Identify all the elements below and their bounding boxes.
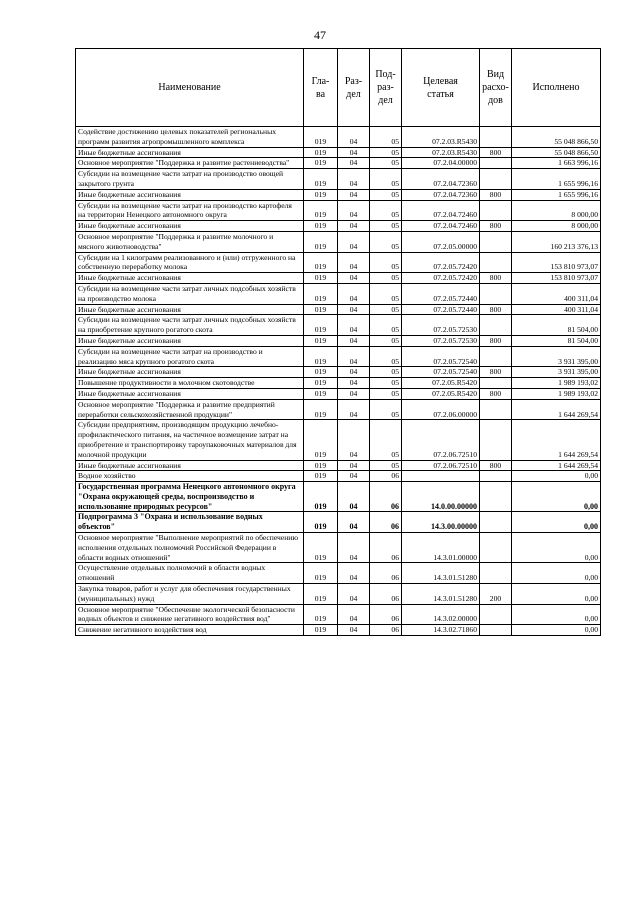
table-row <box>76 420 601 460</box>
row-amount: 1 655 996,16 <box>512 189 601 200</box>
table-row <box>76 189 601 200</box>
table-row <box>76 169 601 190</box>
row-vid <box>480 283 512 304</box>
row-vid: 800 <box>480 221 512 232</box>
row-amount: 0,00 <box>512 625 601 636</box>
row-glava: 019 <box>304 147 338 158</box>
row-podrazdel: 05 <box>370 304 402 315</box>
row-podrazdel: 06 <box>370 471 402 482</box>
row-name: Основное мероприятие "Выполнение мероприятий по обеспечению исполнения отдельных полномочий Российской Федерации в области водных отношений" <box>76 533 304 563</box>
row-name: Иные бюджетные ассигнования <box>76 304 304 315</box>
row-amount: 3 931 395,00 <box>512 346 601 367</box>
row-amount: 81 504,00 <box>512 335 601 346</box>
row-name: Субсидии предприятиям, производящим продукцию лечебно-профилактического питания, на частичное возмещение затрат на приобретение и транспортировку тароупаковочных материалов для молочной продукции <box>76 420 304 460</box>
row-target: 07.2.04.72460 <box>402 200 480 221</box>
row-razdel: 04 <box>338 533 370 563</box>
row-target: 07.2.06.00000 <box>402 399 480 420</box>
row-razdel: 04 <box>338 169 370 190</box>
row-podrazdel: 05 <box>370 460 402 471</box>
row-amount: 0,00 <box>512 512 601 533</box>
row-razdel: 04 <box>338 367 370 378</box>
row-razdel: 04 <box>338 346 370 367</box>
row-podrazdel: 06 <box>370 625 402 636</box>
row-razdel: 04 <box>338 471 370 482</box>
row-glava: 019 <box>304 460 338 471</box>
row-name: Субсидии на 1 килограмм реализованного и (или) отгруженного на собственную переработку молока <box>76 252 304 273</box>
row-glava: 019 <box>304 604 338 625</box>
table-row <box>76 604 601 625</box>
row-razdel: 04 <box>338 584 370 605</box>
row-amount: 1 644 269,54 <box>512 460 601 471</box>
table-row <box>76 158 601 169</box>
row-vid <box>480 169 512 190</box>
row-razdel: 04 <box>338 200 370 221</box>
row-glava: 019 <box>304 367 338 378</box>
row-amount: 3 931 395,00 <box>512 367 601 378</box>
row-target: 07.2.05.72530 <box>402 315 480 336</box>
row-podrazdel: 05 <box>370 189 402 200</box>
row-glava: 019 <box>304 346 338 367</box>
row-podrazdel: 06 <box>370 512 402 533</box>
row-vid <box>480 315 512 336</box>
row-target: 07.2.05.72540 <box>402 367 480 378</box>
row-podrazdel: 05 <box>370 273 402 284</box>
row-target: 07.2.05.72440 <box>402 304 480 315</box>
row-razdel: 04 <box>338 388 370 399</box>
row-glava: 019 <box>304 378 338 389</box>
row-target: 14.3.02.71860 <box>402 625 480 636</box>
table-row <box>76 335 601 346</box>
table-row <box>76 471 601 482</box>
row-vid <box>480 378 512 389</box>
row-name: Иные бюджетные ассигнования <box>76 147 304 158</box>
row-razdel: 04 <box>338 460 370 471</box>
row-vid <box>480 533 512 563</box>
row-amount: 153 810 973,07 <box>512 252 601 273</box>
row-amount: 81 504,00 <box>512 315 601 336</box>
row-amount: 8 000,00 <box>512 200 601 221</box>
row-glava: 019 <box>304 252 338 273</box>
table-row <box>76 315 601 336</box>
row-razdel: 04 <box>338 335 370 346</box>
row-vid <box>480 127 512 148</box>
row-razdel: 04 <box>338 304 370 315</box>
row-glava: 019 <box>304 512 338 533</box>
row-podrazdel: 05 <box>370 231 402 252</box>
row-podrazdel: 06 <box>370 533 402 563</box>
row-vid <box>480 420 512 460</box>
row-glava: 019 <box>304 273 338 284</box>
row-target: 07.2.05.72420 <box>402 273 480 284</box>
row-amount: 400 311,04 <box>512 304 601 315</box>
header-vid: Вид расхо- дов <box>480 49 512 127</box>
row-vid: 800 <box>480 388 512 399</box>
row-amount: 1 989 193,02 <box>512 378 601 389</box>
row-amount: 55 048 866,50 <box>512 147 601 158</box>
row-glava: 019 <box>304 471 338 482</box>
row-name: Иные бюджетные ассигнования <box>76 221 304 232</box>
row-razdel: 04 <box>338 127 370 148</box>
row-vid: 800 <box>480 304 512 315</box>
table-row <box>76 533 601 563</box>
row-amount: 0,00 <box>512 584 601 605</box>
row-name: Основное мероприятие "Обеспечение экологической безопасности водных объектов и снижение негативного воздействия вод" <box>76 604 304 625</box>
row-target: 14.3.01.00000 <box>402 533 480 563</box>
table-header-row <box>76 49 601 127</box>
row-razdel: 04 <box>338 604 370 625</box>
row-vid <box>480 471 512 482</box>
row-amount: 153 810 973,07 <box>512 273 601 284</box>
header-name: Наименование <box>76 49 304 127</box>
row-target: 07.2.05.00000 <box>402 231 480 252</box>
row-podrazdel: 05 <box>370 420 402 460</box>
row-amount: 0,00 <box>512 533 601 563</box>
row-name: Повышение продуктивности в молочном скотоводстве <box>76 378 304 389</box>
row-name: Субсидии на возмещение части затрат на производство и реализацию мяса крупного рогатого скота <box>76 346 304 367</box>
row-target: 07.2.05.72540 <box>402 346 480 367</box>
row-vid: 800 <box>480 273 512 284</box>
row-glava: 019 <box>304 584 338 605</box>
header-target: Целевая статья <box>402 49 480 127</box>
row-glava: 019 <box>304 315 338 336</box>
row-target: 07.2.05.R5420 <box>402 388 480 399</box>
row-glava: 019 <box>304 221 338 232</box>
header-razdel: Раз- дел <box>338 49 370 127</box>
row-target: 07.2.06.72510 <box>402 460 480 471</box>
row-amount: 400 311,04 <box>512 283 601 304</box>
row-vid: 800 <box>480 460 512 471</box>
header-glava: Гла- ва <box>304 49 338 127</box>
row-podrazdel: 05 <box>370 346 402 367</box>
row-name: Иные бюджетные ассигнования <box>76 335 304 346</box>
table-row <box>76 304 601 315</box>
row-name: Иные бюджетные ассигнования <box>76 367 304 378</box>
row-podrazdel: 06 <box>370 604 402 625</box>
row-glava: 019 <box>304 625 338 636</box>
row-razdel: 04 <box>338 625 370 636</box>
budget-table <box>75 48 601 636</box>
row-amount: 160 213 376,13 <box>512 231 601 252</box>
row-razdel: 04 <box>338 158 370 169</box>
row-name: Осуществление отдельных полномочий в области водных отношений <box>76 563 304 584</box>
row-podrazdel: 05 <box>370 335 402 346</box>
row-razdel: 04 <box>338 399 370 420</box>
row-target: 14.3.01.51280 <box>402 563 480 584</box>
row-razdel: 04 <box>338 563 370 584</box>
row-name: Подпрограмма 3 "Охрана и использование водных объектов" <box>76 512 304 533</box>
row-podrazdel: 05 <box>370 367 402 378</box>
row-razdel: 04 <box>338 147 370 158</box>
row-name: Субсидии на возмещение части затрат на производство картофеля на территории Ненецкого автономного округа <box>76 200 304 221</box>
table-row <box>76 399 601 420</box>
table-row <box>76 512 601 533</box>
row-podrazdel: 06 <box>370 563 402 584</box>
row-name: Субсидии на возмещение части затрат на производство овощей закрытого грунта <box>76 169 304 190</box>
row-target: 07.2.03.R5430 <box>402 147 480 158</box>
row-amount: 0,00 <box>512 604 601 625</box>
row-vid <box>480 512 512 533</box>
row-name: Содействие достижению целевых показателей региональных программ развития агропромышленного комплекса <box>76 127 304 148</box>
row-vid: 800 <box>480 335 512 346</box>
row-target: 07.2.05.R5420 <box>402 378 480 389</box>
row-glava: 019 <box>304 533 338 563</box>
row-name: Иные бюджетные ассигнования <box>76 388 304 399</box>
table-row <box>76 252 601 273</box>
row-target: 07.2.05.72440 <box>402 283 480 304</box>
row-target: 14.3.01.51280 <box>402 584 480 605</box>
row-target: 07.2.05.72530 <box>402 335 480 346</box>
row-glava: 019 <box>304 189 338 200</box>
table-row <box>76 231 601 252</box>
row-glava: 019 <box>304 283 338 304</box>
row-amount: 55 048 866,50 <box>512 127 601 148</box>
row-podrazdel: 05 <box>370 127 402 148</box>
row-name: Закупка товаров, работ и услуг для обеспечения государственных (муниципальных) нужд <box>76 584 304 605</box>
table-row <box>76 378 601 389</box>
row-target: 14.3.00.00000 <box>402 512 480 533</box>
row-vid <box>480 482 512 512</box>
row-podrazdel: 06 <box>370 482 402 512</box>
row-vid <box>480 399 512 420</box>
table-row <box>76 625 601 636</box>
table-row <box>76 346 601 367</box>
row-razdel: 04 <box>338 420 370 460</box>
header-done: Исполнено <box>512 49 601 127</box>
row-vid: 200 <box>480 584 512 605</box>
row-target: 07.2.04.00000 <box>402 158 480 169</box>
row-podrazdel: 05 <box>370 388 402 399</box>
row-razdel: 04 <box>338 315 370 336</box>
row-podrazdel: 05 <box>370 200 402 221</box>
row-razdel: 04 <box>338 512 370 533</box>
row-amount: 8 000,00 <box>512 221 601 232</box>
row-podrazdel: 05 <box>370 399 402 420</box>
row-target: 07.2.04.72360 <box>402 169 480 190</box>
row-glava: 019 <box>304 200 338 221</box>
row-amount: 1 644 269,54 <box>512 399 601 420</box>
table-row <box>76 221 601 232</box>
row-name: Иные бюджетные ассигнования <box>76 273 304 284</box>
row-podrazdel: 05 <box>370 147 402 158</box>
row-podrazdel: 05 <box>370 252 402 273</box>
row-glava: 019 <box>304 127 338 148</box>
row-glava: 019 <box>304 231 338 252</box>
row-amount: 1 644 269,54 <box>512 420 601 460</box>
row-glava: 019 <box>304 563 338 584</box>
row-vid <box>480 231 512 252</box>
row-target: 07.2.04.72460 <box>402 221 480 232</box>
row-name: Снижение негативного воздействия вод <box>76 625 304 636</box>
table-row <box>76 200 601 221</box>
row-podrazdel: 05 <box>370 221 402 232</box>
table-row <box>76 273 601 284</box>
row-glava: 019 <box>304 169 338 190</box>
row-amount: 0,00 <box>512 471 601 482</box>
table-row <box>76 147 601 158</box>
row-razdel: 04 <box>338 231 370 252</box>
row-vid <box>480 200 512 221</box>
row-name: Основное мероприятие "Поддержка и развитие растениеводства" <box>76 158 304 169</box>
row-vid <box>480 604 512 625</box>
table-row <box>76 563 601 584</box>
row-name: Субсидии на возмещение части затрат личных подсобных хозяйств на производство молока <box>76 283 304 304</box>
row-name: Иные бюджетные ассигнования <box>76 189 304 200</box>
row-vid <box>480 625 512 636</box>
row-glava: 019 <box>304 304 338 315</box>
table-row <box>76 388 601 399</box>
row-vid: 800 <box>480 189 512 200</box>
table-row <box>76 283 601 304</box>
row-vid <box>480 346 512 367</box>
row-razdel: 04 <box>338 189 370 200</box>
table-row <box>76 127 601 148</box>
row-podrazdel: 05 <box>370 283 402 304</box>
table-row <box>76 584 601 605</box>
row-amount: 0,00 <box>512 482 601 512</box>
row-razdel: 04 <box>338 252 370 273</box>
row-vid: 800 <box>480 147 512 158</box>
row-razdel: 04 <box>338 482 370 512</box>
row-glava: 019 <box>304 158 338 169</box>
row-podrazdel: 05 <box>370 169 402 190</box>
row-name: Иные бюджетные ассигнования <box>76 460 304 471</box>
header-podrazdel: Под- раз- дел <box>370 49 402 127</box>
row-razdel: 04 <box>338 221 370 232</box>
table-row <box>76 482 601 512</box>
row-glava: 019 <box>304 420 338 460</box>
row-glava: 019 <box>304 482 338 512</box>
row-glava: 019 <box>304 335 338 346</box>
row-podrazdel: 05 <box>370 315 402 336</box>
row-amount: 1 663 996,16 <box>512 158 601 169</box>
table-row <box>76 460 601 471</box>
table-row <box>76 367 601 378</box>
row-razdel: 04 <box>338 273 370 284</box>
row-vid: 800 <box>480 367 512 378</box>
row-target <box>402 471 480 482</box>
page-number: 47 <box>314 28 326 42</box>
row-name: Государственная программа Ненецкого автономного округа "Охрана окружающей среды, воспроизводство и использование природных ресурсов" <box>76 482 304 512</box>
row-vid <box>480 252 512 273</box>
row-target: 14.0.00.00000 <box>402 482 480 512</box>
row-target: 07.2.05.72420 <box>402 252 480 273</box>
row-amount: 1 655 996,16 <box>512 169 601 190</box>
row-name: Водное хозяйство <box>76 471 304 482</box>
row-vid <box>480 158 512 169</box>
row-target: 07.2.04.72360 <box>402 189 480 200</box>
row-glava: 019 <box>304 388 338 399</box>
row-glava: 019 <box>304 399 338 420</box>
row-target: 14.3.02.00000 <box>402 604 480 625</box>
row-name: Основное мероприятие "Поддержка и развитие молочного и мясного животноводства" <box>76 231 304 252</box>
row-amount: 0,00 <box>512 563 601 584</box>
row-amount: 1 989 193,02 <box>512 388 601 399</box>
row-podrazdel: 06 <box>370 584 402 605</box>
row-razdel: 04 <box>338 378 370 389</box>
row-target: 07.2.06.72510 <box>402 420 480 460</box>
row-podrazdel: 05 <box>370 158 402 169</box>
row-name: Субсидии на возмещение части затрат личных подсобных хозяйств на приобретение крупного рогатого скота <box>76 315 304 336</box>
row-razdel: 04 <box>338 283 370 304</box>
row-name: Основное мероприятие "Поддержка и развитие предприятий переработки сельскохозяйственной продукции" <box>76 399 304 420</box>
row-podrazdel: 05 <box>370 378 402 389</box>
row-target: 07.2.03.R5430 <box>402 127 480 148</box>
row-vid <box>480 563 512 584</box>
